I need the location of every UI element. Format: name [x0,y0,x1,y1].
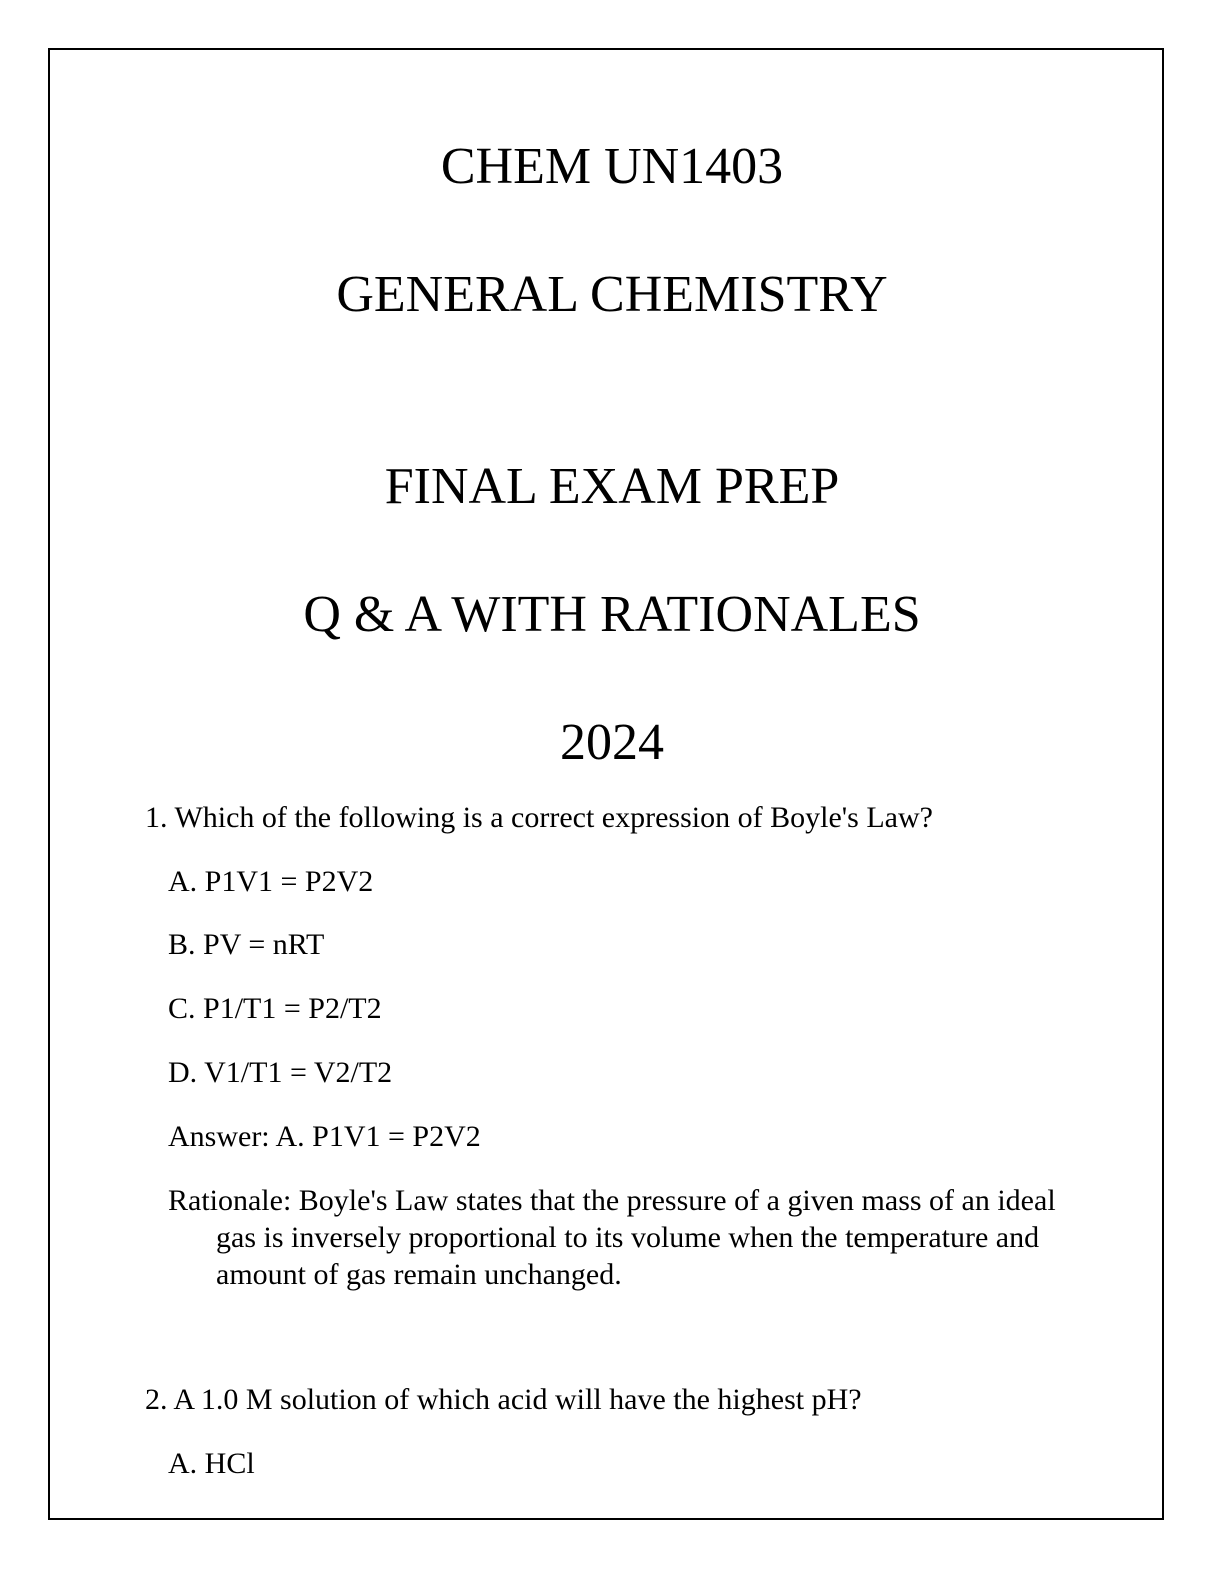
question-1-option-b: B. PV = nRT [168,928,325,961]
question-1-rationale: Rationale: Boyle's Law states that the pressure of a given mass of an ideal gas is inversely proportional to its volume when the temperature and amount of gas remain unchanged. [168,1184,1056,1291]
question-1-option-d: D. V1/T1 = V2/T2 [168,1056,393,1089]
question-1-option-c: C. P1/T1 = P2/T2 [168,992,382,1025]
course-code: CHEM UN1403 [440,138,784,195]
question-1-option-a: A. P1V1 = P2V2 [168,865,374,898]
course-name: GENERAL CHEMISTRY [336,266,888,323]
exam-title: FINAL EXAM PREP [384,458,840,515]
exam-subtitle: Q & A WITH RATIONALES [303,586,921,643]
question-1-text: 1. Which of the following is a correct expression of Boyle's Law? [145,801,933,834]
exam-year: 2024 [560,714,664,771]
question-1-answer: Answer: A. P1V1 = P2V2 [168,1120,481,1153]
question-2-option-a: A. HCl [168,1447,255,1480]
question-2-text: 2. A 1.0 M solution of which acid will have the highest pH? [145,1383,862,1416]
